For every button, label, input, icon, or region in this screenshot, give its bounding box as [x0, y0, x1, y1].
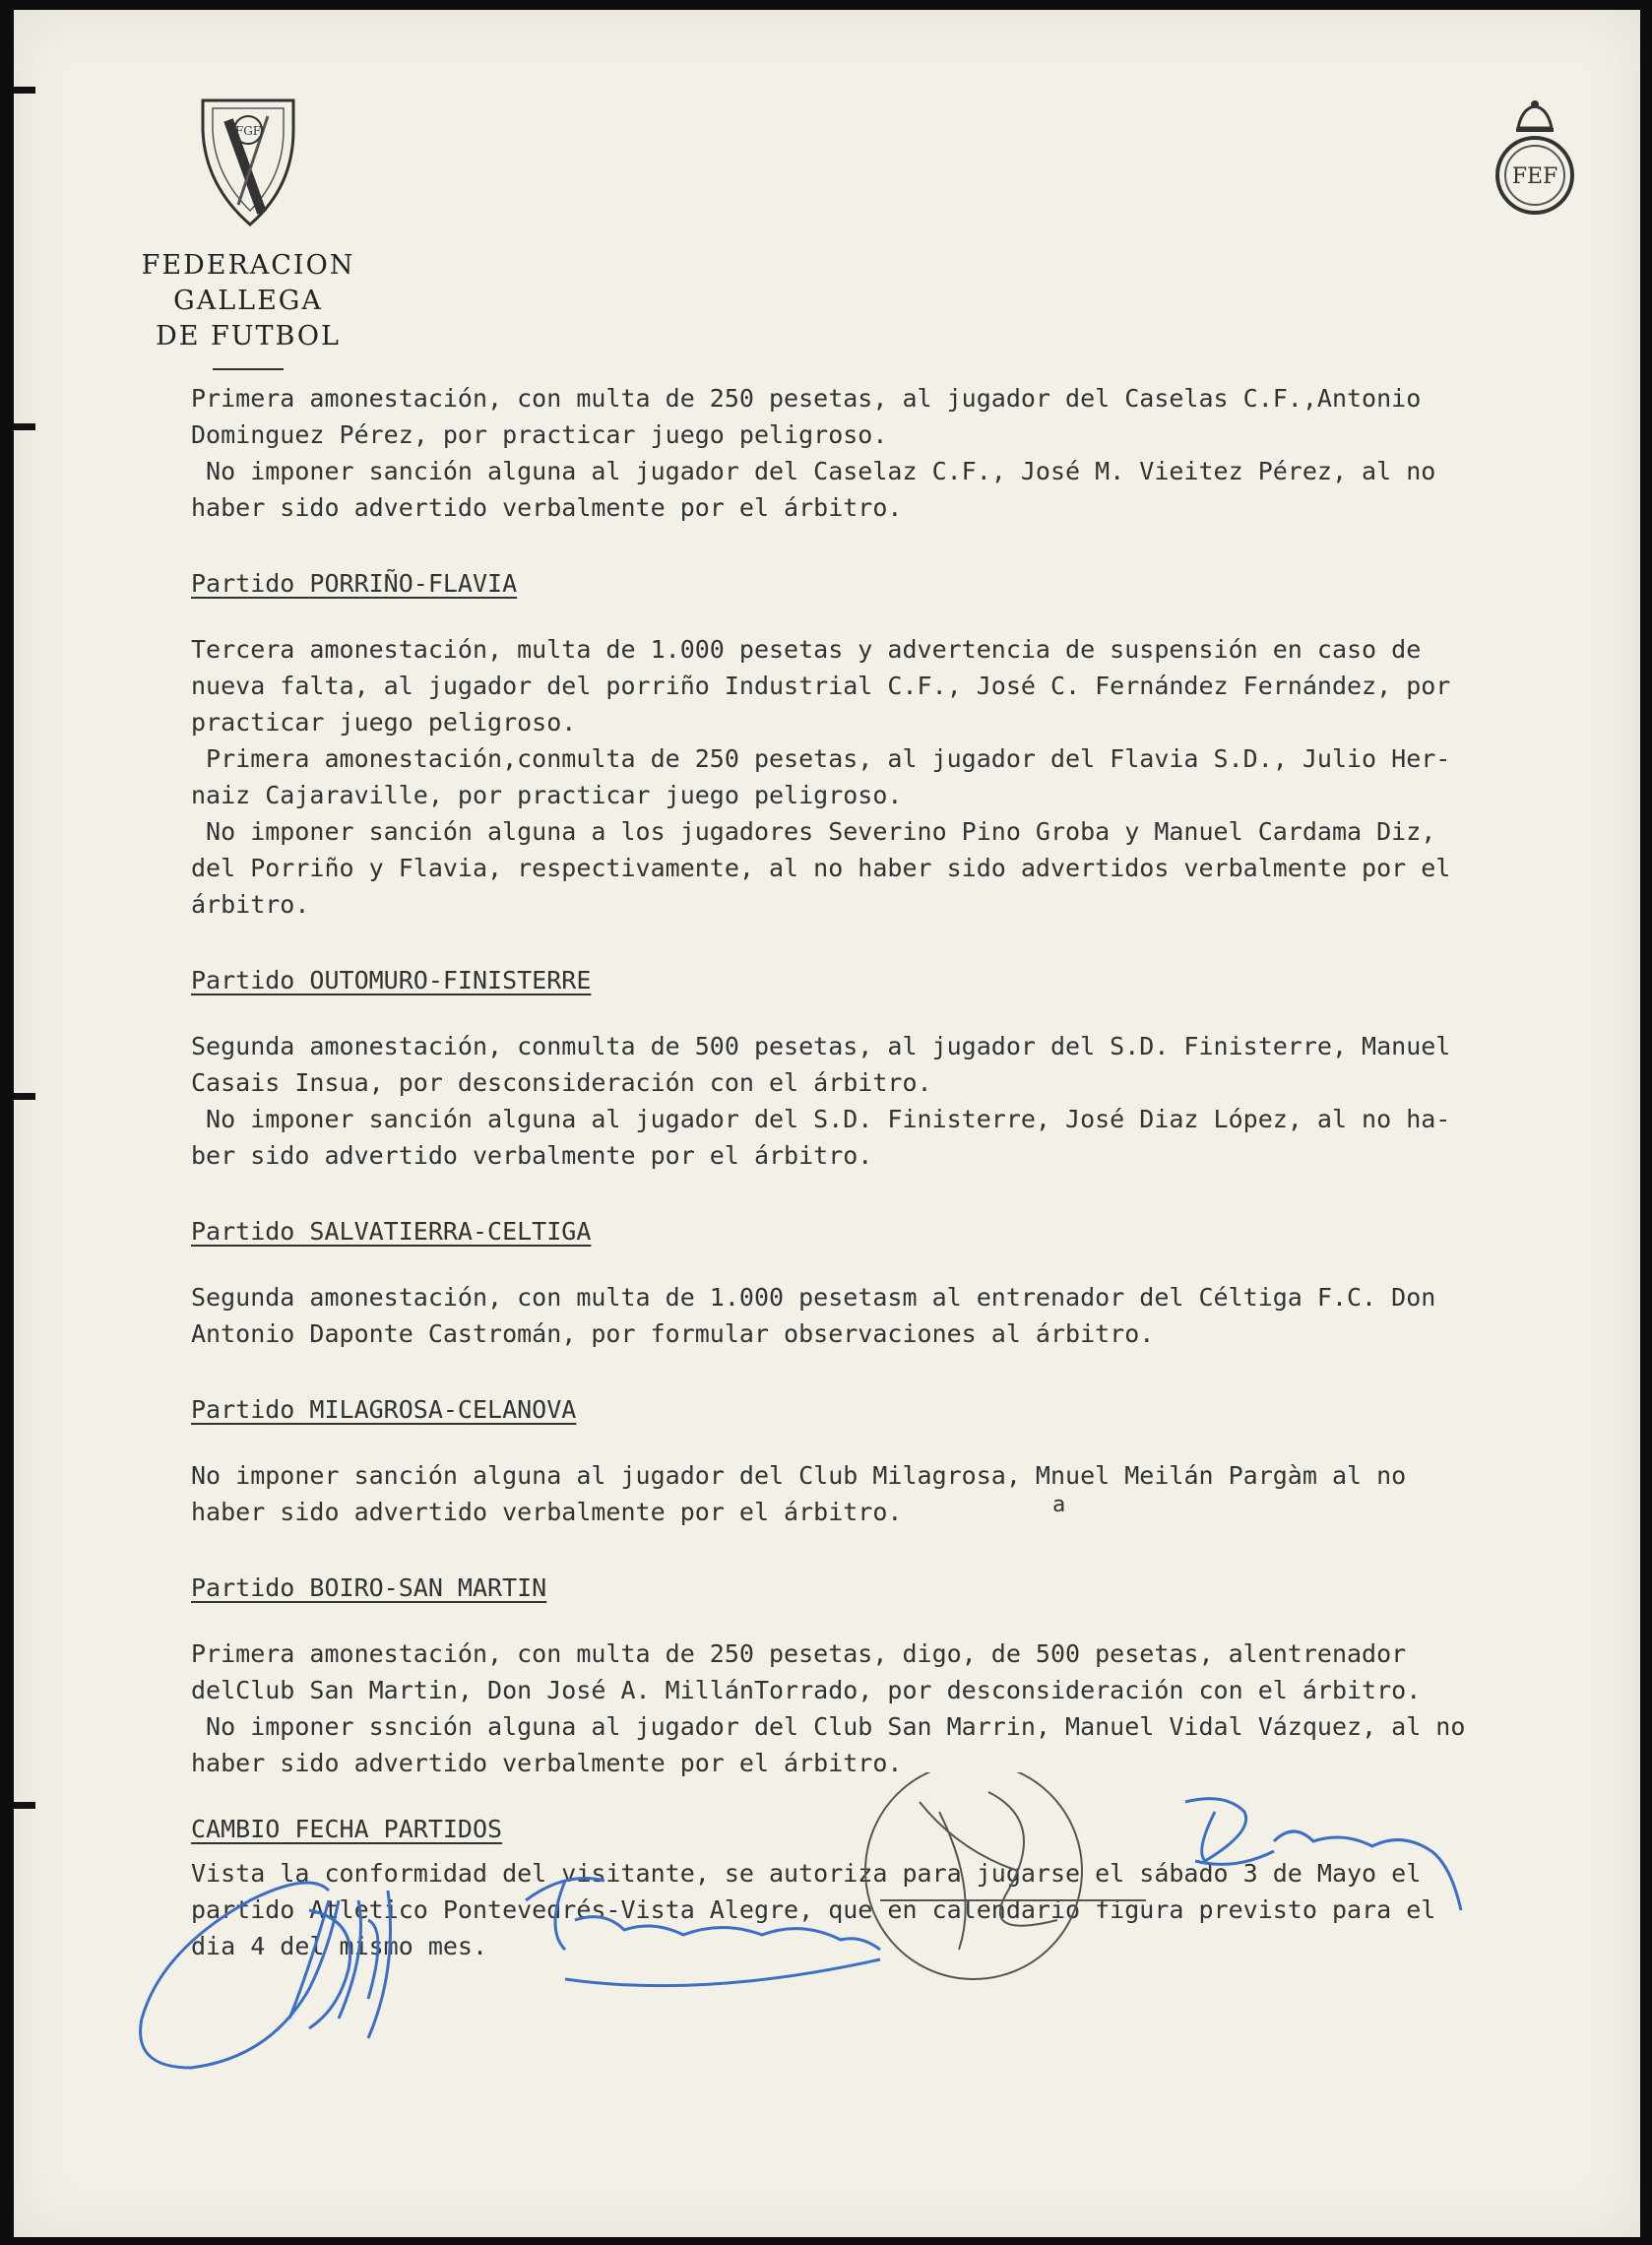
text-line: No imponer sanción alguna al jugador del Caselaz C.F., José M. Vieitez Pérez, al no	[191, 457, 1436, 485]
section-heading: Partido BOIRO-SAN MARTIN	[191, 1573, 547, 1602]
federation-name-line2: DE FUTBOL	[156, 321, 341, 352]
punch-hole	[14, 423, 35, 430]
text-line: No imponer sanción alguna al jugador del S.D. Finisterre, José Diaz López, al no ha-	[191, 1105, 1451, 1133]
section-caselas	[191, 380, 1609, 526]
text-line: No imponer sanción alguna a los jugadores Severino Pino Groba y Manuel Cardama Diz,	[191, 817, 1436, 846]
section-heading: Partido PORRIÑO-FLAVIA	[191, 569, 518, 598]
text-line: ber sido advertido verbalmente por el árbitro.	[191, 1141, 873, 1170]
text-line: No imponer sanción alguna al jugador del Club Milagrosa, M a nuel Meilán Pargàm al no	[191, 1461, 1407, 1517]
header-rule	[213, 368, 284, 370]
text-line: Primera amonestación,conmulta de 250 pesetas, al jugador del Flavia S.D., Julio Her-	[191, 744, 1451, 773]
text-line: practicar juego peligroso.	[191, 708, 577, 737]
text-line: haber sido advertido verbalmente por el árbitro.	[191, 1498, 903, 1526]
text-line: nueva falta, al jugador del porriño Industrial C.F., José C. Fernández Fernández, por	[191, 672, 1451, 700]
text-line: haber sido advertido verbalmente por el árbitro.	[191, 1749, 903, 1777]
section-porrino-flavia	[191, 565, 1609, 923]
document-body	[191, 380, 1609, 1964]
punch-hole	[14, 1093, 35, 1100]
text-line: Segunda amonestación, con multa de 1.000 pesetasm al entrenador del Céltiga F.C. Don	[191, 1283, 1436, 1312]
text-line: Tercera amonestación, multa de 1.000 pesetas y advertencia de suspensión en caso de	[191, 635, 1422, 664]
signature-3	[865, 1772, 1146, 1979]
text-line: del Porriño y Flavia, respectivamente, al no haber sido advertidos verbalmente por el	[191, 854, 1451, 882]
emblem-letters: FGF	[234, 124, 262, 138]
text-line: dia 4 del mismo mes.	[191, 1932, 488, 1960]
section-heading: Partido MILAGROSA-CELANOVA	[191, 1395, 577, 1424]
signature-4	[1185, 1799, 1461, 1910]
text-line: Casais Insua, por desconsideración con el árbitro.	[191, 1068, 932, 1097]
federation-header	[71, 96, 425, 370]
text-line: No imponer ssnción alguna al jugador del Club San Marrin, Manuel Vidal Vázquez, al no	[191, 1712, 1466, 1741]
text-fragment: No imponer sanción alguna al jugador del Club Milagrosa, M	[191, 1461, 1050, 1490]
crest-letters: FEF	[1511, 164, 1558, 189]
signatures-area	[14, 1772, 1640, 2127]
section-heading: Partido SALVATIERRA-CELTIGA	[191, 1217, 592, 1246]
federation-name-line1: FEDERACION GALLEGA	[141, 250, 355, 316]
text-line: partido Atletico Pontevedrés-Vista Alegre, que en calendario figura previsto para el	[191, 1895, 1436, 1924]
document-page	[14, 10, 1640, 2237]
royal-crest-icon	[1491, 98, 1579, 217]
signature-1	[141, 1883, 391, 2068]
punch-hole	[14, 87, 35, 94]
text-line: delClub San Martin, Don José A. MillánTorrado, por desconsideración con el árbitro.	[191, 1676, 1422, 1704]
section-heading: Partido OUTOMURO-FINISTERRE	[191, 966, 592, 994]
text-line: Primera amonestación, con multa de 250 pesetas, al jugador del Caselas C.F.,Antonio	[191, 384, 1422, 413]
federation-shield-icon	[199, 96, 297, 228]
text-line: Dominguez Pérez, por practicar juego peligroso.	[191, 420, 888, 449]
text-line: haber sido advertido verbalmente por el árbitro.	[191, 493, 903, 522]
signature-2	[526, 1879, 880, 1986]
text-line: árbitro.	[191, 890, 310, 919]
text-fragment: nuel Meilán Pargàm al no	[1049, 1461, 1407, 1490]
section-boiro-san-martin	[191, 1570, 1609, 1781]
section-milagrosa-celanova	[191, 1391, 1609, 1530]
text-line: Primera amonestación, con multa de 250 pesetas, digo, de 500 pesetas, alentrenador	[191, 1639, 1407, 1668]
text-line: naiz Cajaraville, por practicar juego peligroso.	[191, 781, 903, 809]
text-line: Antonio Daponte Castromán, por formular observaciones al árbitro.	[191, 1319, 1155, 1348]
section-heading: CAMBIO FECHA PARTIDOS	[191, 1815, 503, 1843]
text-line: Vista la conformidad del visitante, se autoriza para jugarse el sábado 3 de Mayo el	[191, 1859, 1422, 1888]
text-line: Segunda amonestación, conmulta de 500 pesetas, al jugador del S.D. Finisterre, Manuel	[191, 1032, 1451, 1060]
section-outomuro-finisterre	[191, 962, 1609, 1174]
section-salvatierra-celtiga	[191, 1213, 1609, 1352]
